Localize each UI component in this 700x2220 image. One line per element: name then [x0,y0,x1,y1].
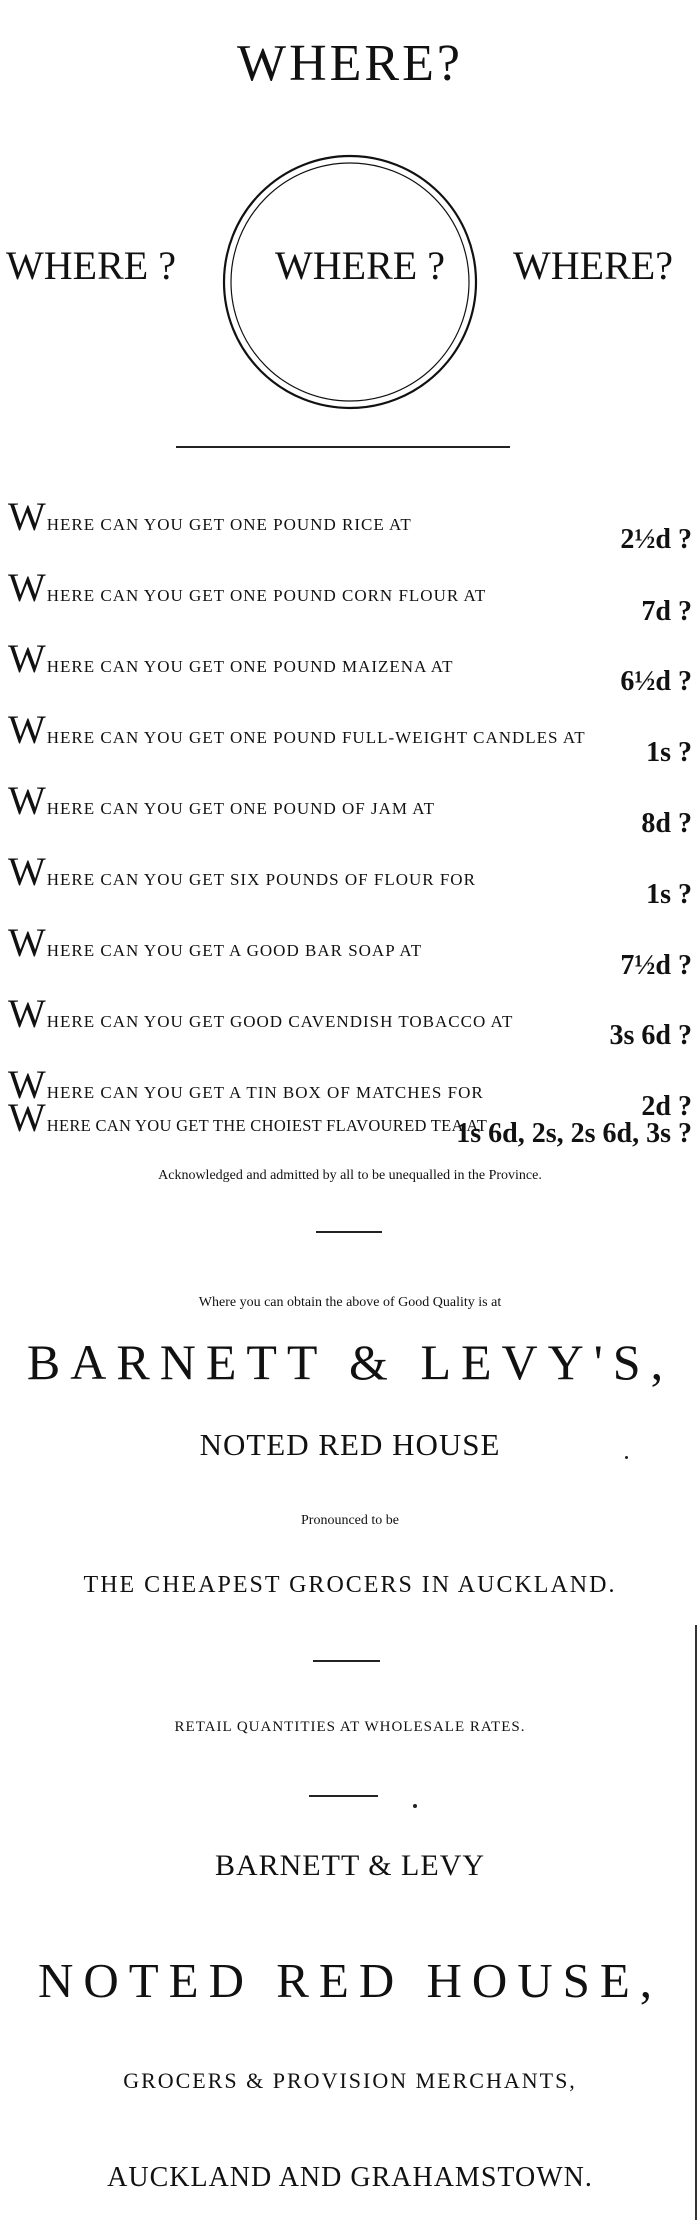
question-price: 8d ? [641,808,692,839]
pronounced-note: Pronounced to be [301,1513,399,1528]
question-item: WHERE CAN YOU GET GOOD CAVENDISH TOBACCO AT [8,991,514,1036]
question-item: WHERE CAN YOU GET THE CHOIEST FLAVOURED TEA AT [8,1095,488,1140]
locations-line: AUCKLAND AND GRAHAMSTOWN. [107,2162,593,2193]
firm-banner: BARNETT & LEVY'S, [26,1334,674,1390]
question-item: WHERE CAN YOU GET ONE POUND RICE AT [8,494,412,539]
question-price: 7d ? [641,596,692,627]
question-item: WHERE CAN YOU GET ONE POUND CORN FLOUR AT [8,565,487,610]
question-item: WHERE CAN YOU GET ONE POUND MAIZENA AT [8,636,454,681]
speck [413,1804,417,1808]
short-rule [309,1795,378,1797]
question-price: 7½d ? [620,950,692,981]
question-price: 2d ? [641,1091,692,1122]
noted-red-house-banner: NOTED RED HOUSE, [37,1953,663,2008]
short-rule [313,1660,380,1662]
question-item: WHERE CAN YOU GET ONE POUND OF JAM AT [8,778,436,823]
column-rule [695,1625,697,2220]
speck [625,1456,628,1459]
acknowledged-note: Acknowledged and admitted by all to be unequalled in the Province. [158,1168,542,1183]
noted-red-house: NOTED RED HOUSE [199,1427,501,1462]
question-price: 2½d ? [620,524,692,555]
page-title: WHERE? [237,35,463,92]
question-item: WHERE CAN YOU GET A TIN BOX OF MATCHES FOR [8,1062,484,1107]
firm-name: BARNETT & LEVY [214,1849,486,1882]
where-obtain-note: Where you can obtain the above of Good Quality is at [198,1295,502,1310]
question-price: 6½d ? [620,666,692,697]
divider-rule [176,446,510,448]
question-price: 1s ? [646,737,692,768]
question-price: 1s 6d, 2s, 2s 6d, 3s ? [456,1118,692,1149]
question-item: WHERE CAN YOU GET ONE POUND FULL-WEIGHT CANDLES AT [8,707,586,752]
short-rule [316,1231,382,1233]
where-left: WHERE ? [6,243,176,288]
where-center: WHERE ? [275,243,445,288]
question-item: WHERE CAN YOU GET A GOOD BAR SOAP AT [8,920,423,965]
merchants-line: GROCERS & PROVISION MERCHANTS, [123,2068,577,2093]
where-right: WHERE? [513,243,673,288]
retail-note: RETAIL QUANTITIES AT WHOLESALE RATES. [174,1719,526,1735]
cheapest-grocers: THE CHEAPEST GROCERS IN AUCKLAND. [83,1572,617,1598]
question-price: 1s ? [646,879,692,910]
question-price: 3s 6d ? [609,1020,692,1051]
question-item: WHERE CAN YOU GET SIX POUNDS OF FLOUR FOR [8,849,476,894]
